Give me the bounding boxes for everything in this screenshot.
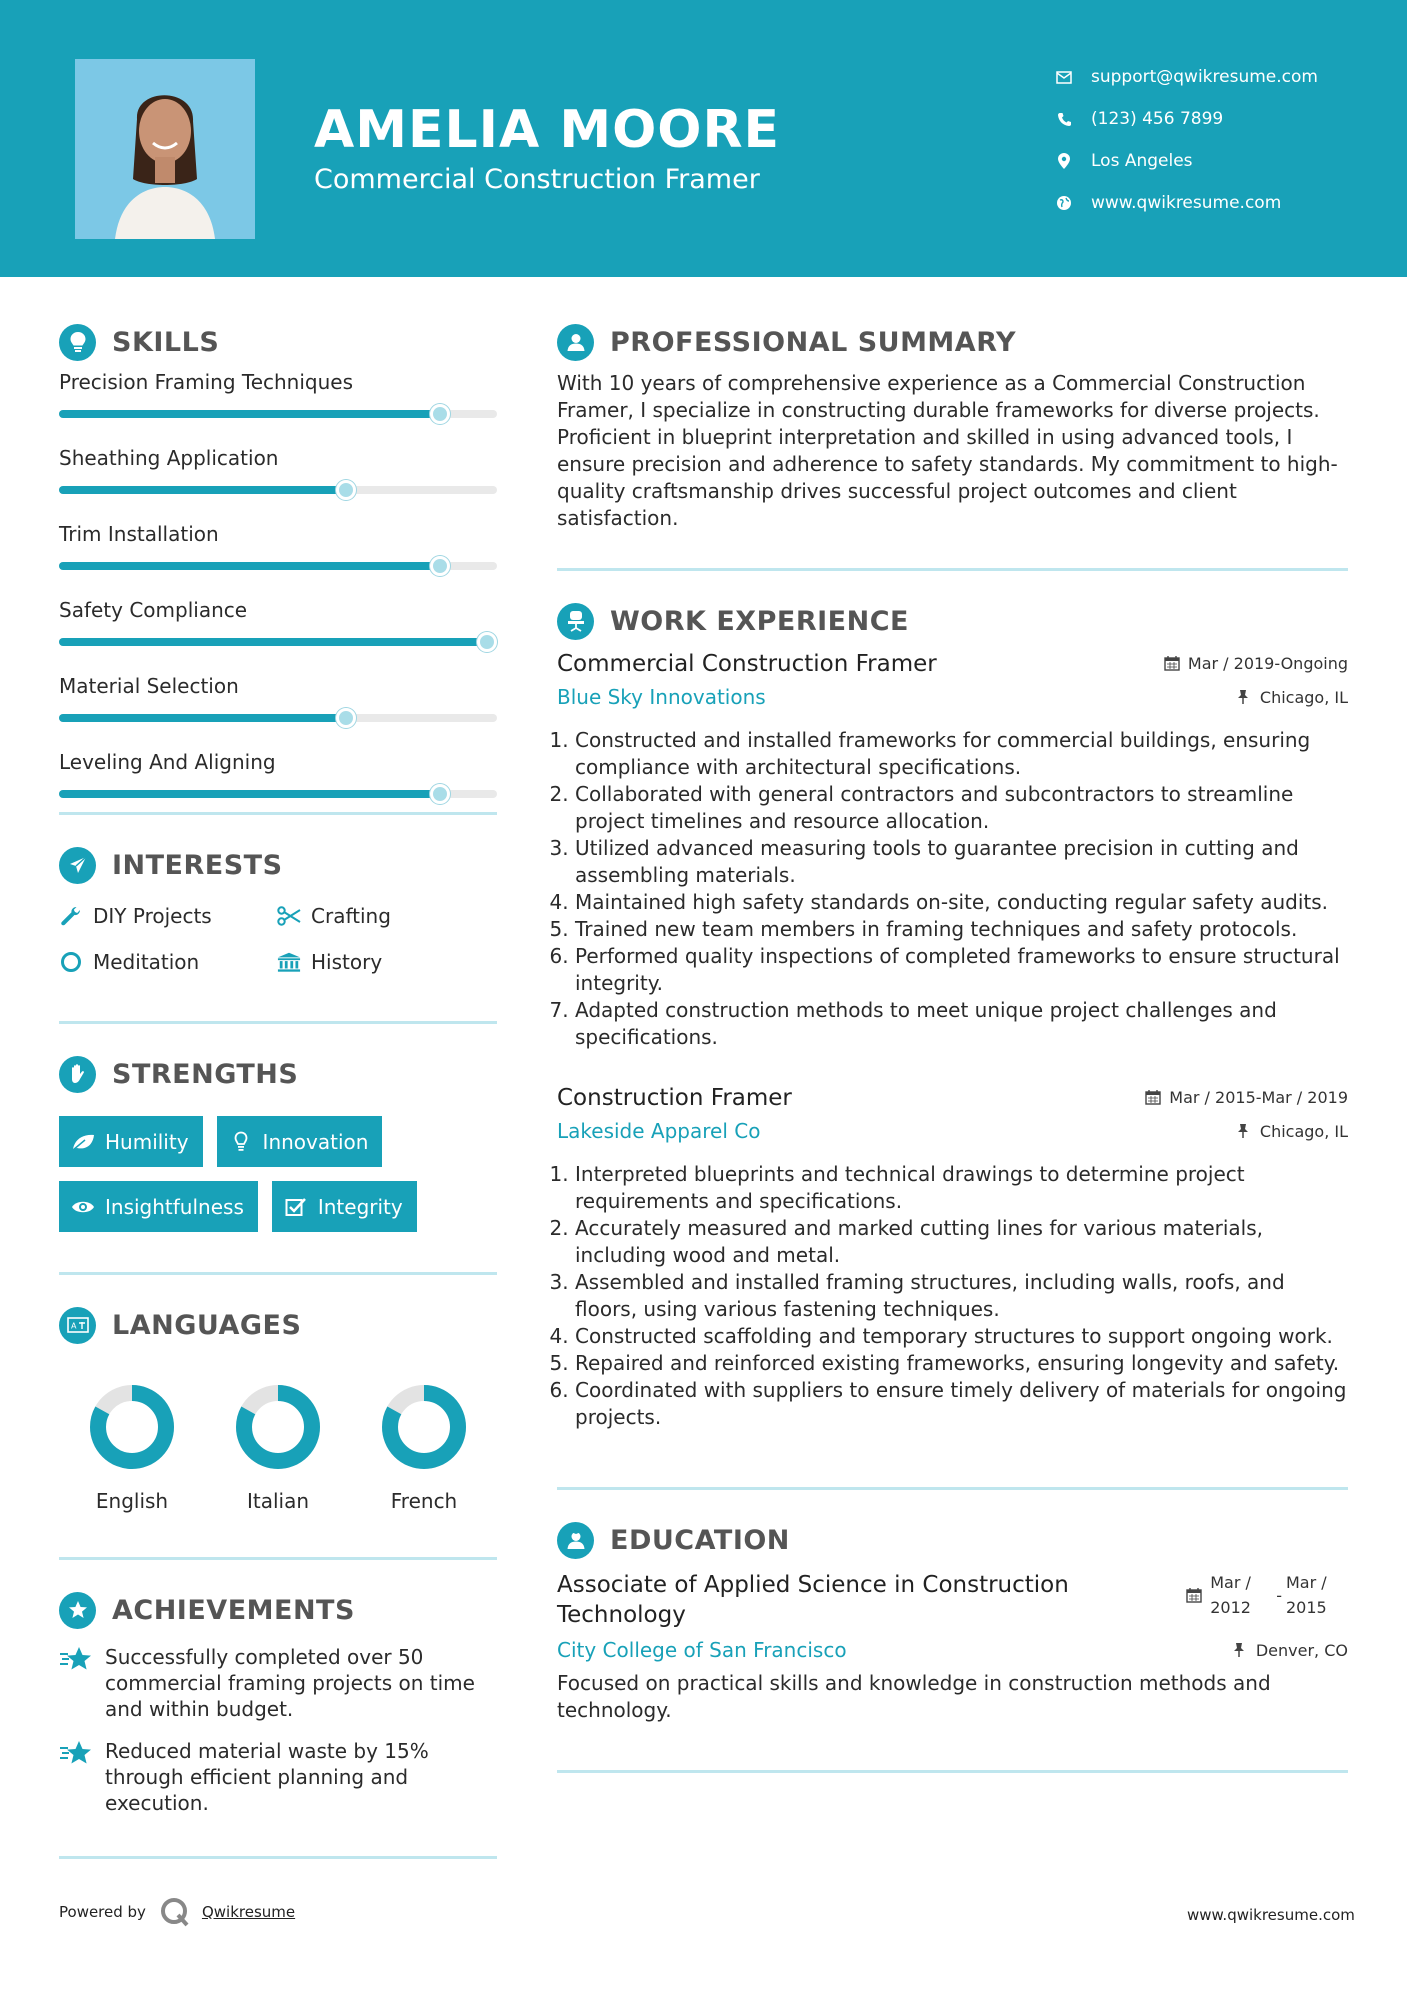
skill-bar-fill — [59, 410, 440, 418]
education-start: Mar / 2012 — [1210, 1573, 1251, 1617]
job-location — [1236, 1122, 1348, 1141]
summary-title: PROFESSIONAL SUMMARY — [610, 326, 1017, 358]
contact-email-text: support@qwikresume.com — [1091, 67, 1318, 87]
contact-email[interactable] — [1055, 56, 1318, 98]
skill-name: Sheathing Application — [59, 446, 279, 470]
education-end: Mar / 2015 — [1286, 1573, 1327, 1617]
right-column — [557, 320, 1348, 1773]
education-school: City College of San Francisco — [557, 1638, 847, 1662]
lightbulb-icon — [229, 1130, 253, 1154]
education-location-text: Denver, CO — [1255, 1640, 1348, 1660]
section-divider — [59, 1856, 497, 1859]
calendar-icon — [1164, 655, 1180, 671]
language-donut — [88, 1383, 176, 1471]
job-company: Blue Sky Innovations — [557, 685, 766, 709]
language-icon — [59, 1307, 96, 1344]
strength-tag — [59, 1181, 258, 1232]
education-header — [557, 1570, 1348, 1630]
languages-heading — [59, 1303, 497, 1347]
strength-label: Innovation — [262, 1129, 369, 1154]
skill-item — [59, 664, 497, 740]
job-bullet: 2. Collaborated with general contractors and subcontractors to streamline project timelines and resource allocation. — [575, 781, 1348, 835]
education-date-separator: - — [1276, 1585, 1282, 1605]
strength-tag — [59, 1116, 203, 1167]
job-bullet: 1. Constructed and installed frameworks for commercial buildings, ensuring compliance with architectural specifications. — [575, 727, 1348, 781]
education-subheader — [557, 1638, 1348, 1662]
education-description: Focused on practical skills and knowledge in construction methods and technology. — [557, 1671, 1271, 1722]
language-donut — [234, 1383, 322, 1471]
pushpin-icon — [1236, 1123, 1252, 1139]
summary-text: With 10 years of comprehensive experience as a Commercial Construction Framer, I specialize in constructing durable frameworks for diverse projects. Proficient in blueprint interpretation and skilled in using advanced tools, I ensure precision and adherence to safety standards. My commitment to high-quality craftsmanship drives successful project outcomes and client satisfaction. — [557, 371, 1338, 530]
job-dates — [1164, 654, 1348, 673]
leaf-icon — [71, 1130, 95, 1154]
job-bullet: 4. Maintained high safety standards on-site, conducting regular safety audits. — [575, 889, 1348, 916]
strengths-tags — [59, 1116, 479, 1232]
skill-bar — [59, 486, 497, 494]
interests-list — [59, 901, 497, 977]
job-entry — [557, 1085, 1348, 1431]
strength-label: Humility — [105, 1129, 189, 1154]
job-bullet: 4. Constructed scaffolding and temporary structures to support ongoing work. — [575, 1323, 1348, 1350]
job-location — [1236, 688, 1348, 707]
job-entry — [557, 651, 1348, 1051]
skills-title: SKILLS — [112, 326, 220, 358]
achievement-item — [59, 1644, 497, 1722]
job-bullet: 3. Assembled and installed framing structures, including walls, roofs, and floors, using various fastening techniques. — [575, 1269, 1348, 1323]
skill-name: Trim Installation — [59, 522, 219, 546]
skills-list — [59, 360, 497, 812]
language-label: English — [95, 1489, 169, 1513]
job-subheader — [557, 1119, 1348, 1143]
wrench-icon — [59, 904, 83, 928]
skill-item — [59, 436, 497, 512]
skills-heading — [59, 320, 497, 364]
interest-item — [277, 947, 497, 977]
skill-bar — [59, 714, 497, 722]
scissors-icon — [277, 904, 301, 928]
languages-title: LANGUAGES — [112, 1309, 302, 1341]
job-dates-text: Mar / 2015-Mar / 2019 — [1169, 1087, 1348, 1107]
job-bullets — [557, 727, 1348, 1051]
interest-label: History — [311, 950, 383, 974]
skill-level-knob — [430, 784, 450, 804]
brand-link[interactable]: Qwikresume — [201, 1903, 296, 1921]
education-dates — [1178, 1570, 1348, 1620]
star-badge-icon — [59, 1592, 96, 1629]
skill-bar-fill — [59, 486, 346, 494]
contact-website[interactable] — [1055, 182, 1318, 224]
skill-bar — [59, 562, 497, 570]
education-entry — [557, 1570, 1348, 1724]
skill-bar — [59, 410, 497, 418]
skill-item — [59, 360, 497, 436]
job-title: Commercial Construction Framer — [557, 651, 937, 677]
language-label: French — [390, 1489, 458, 1513]
contact-location — [1055, 140, 1318, 182]
graduate-icon — [557, 1522, 594, 1559]
job-location-text: Chicago, IL — [1259, 687, 1348, 707]
interest-item — [59, 901, 277, 931]
contact-list — [1055, 56, 1318, 224]
skill-level-knob — [430, 404, 450, 424]
skill-bar-fill — [59, 638, 487, 646]
interests-title: INTERESTS — [112, 849, 283, 881]
job-bullet: 2. Accurately measured and marked cutting lines for various materials, including wood and metal. — [575, 1215, 1348, 1269]
interest-label: Crafting — [311, 904, 391, 928]
experience-title: WORK EXPERIENCE — [610, 605, 909, 637]
paper-plane-icon — [59, 847, 96, 884]
globe-icon — [1055, 194, 1073, 212]
skill-item — [59, 588, 497, 664]
contact-phone — [1055, 98, 1318, 140]
job-bullet: 6. Performed quality inspections of completed frameworks to ensure structural integrity. — [575, 943, 1348, 997]
achievement-item — [59, 1738, 497, 1816]
footer-website[interactable]: www.qwikresume.com — [1187, 1906, 1355, 1924]
education-location — [1232, 1641, 1348, 1660]
language-item — [351, 1383, 497, 1513]
summary-heading — [557, 320, 1348, 364]
section-divider — [59, 1021, 497, 1024]
briefcase-chair-icon — [557, 603, 594, 640]
contact-phone-text: (123) 456 7899 — [1091, 109, 1224, 129]
strengths-title: STRENGTHS — [112, 1058, 299, 1090]
contact-location-text: Los Angeles — [1091, 151, 1193, 171]
job-bullet: 3. Utilized advanced measuring tools to guarantee precision in cutting and assembling materials. — [575, 835, 1348, 889]
skill-level-knob — [430, 556, 450, 576]
strength-label: Insightfulness — [105, 1194, 244, 1219]
job-dates — [1145, 1088, 1348, 1107]
education-degree: Associate of Applied Science in Construction Technology — [557, 1572, 1069, 1628]
skill-name: Leveling And Aligning — [59, 750, 276, 774]
job-bullet: 5. Repaired and reinforced existing frameworks, ensuring longevity and safety. — [575, 1350, 1348, 1377]
interest-item — [277, 901, 497, 931]
section-divider — [59, 1557, 497, 1560]
pushpin-icon — [1236, 689, 1252, 705]
left-column — [59, 320, 497, 1859]
checkbox-icon — [284, 1195, 308, 1219]
section-divider — [557, 568, 1348, 571]
education-title: EDUCATION — [610, 1524, 790, 1556]
language-item — [205, 1383, 351, 1513]
interest-label: DIY Projects — [93, 904, 212, 928]
job-company: Lakeside Apparel Co — [557, 1119, 761, 1143]
skill-bar — [59, 790, 497, 798]
job-bullet: 6. Coordinated with suppliers to ensure timely delivery of materials for ongoing projects. — [575, 1377, 1348, 1431]
language-donut — [380, 1383, 468, 1471]
job-header — [557, 651, 1348, 677]
interest-item — [59, 947, 277, 977]
job-bullet: 7. Adapted construction methods to meet unique project challenges and specifications. — [575, 997, 1348, 1051]
calendar-icon — [1145, 1089, 1161, 1105]
strength-tag — [272, 1181, 417, 1232]
job-title: Construction Framer — [557, 1085, 792, 1111]
interest-label: Meditation — [93, 950, 200, 974]
job-subheader — [557, 685, 1348, 709]
skill-item — [59, 740, 497, 816]
section-divider — [557, 1487, 1348, 1490]
envelope-icon — [1055, 68, 1073, 86]
skill-level-knob — [336, 480, 356, 500]
skill-name: Safety Compliance — [59, 598, 248, 622]
achievements-title: ACHIEVEMENTS — [112, 1594, 355, 1626]
experience-heading — [557, 599, 1348, 643]
skill-level-knob — [336, 708, 356, 728]
achievement-text: Successfully completed over 50 commercial framing projects on time and within budget. — [105, 1645, 475, 1721]
job-dates-text: Mar / 2019-Ongoing — [1187, 653, 1348, 673]
job-bullets — [557, 1161, 1348, 1431]
skill-level-knob — [477, 632, 497, 652]
qwikresume-logo-icon — [160, 1897, 190, 1927]
user-icon — [557, 324, 594, 361]
resume-header — [0, 0, 1407, 277]
lightbulb-icon — [59, 324, 96, 361]
skill-bar — [59, 638, 497, 646]
interests-heading — [59, 843, 497, 887]
hand-icon — [59, 1056, 96, 1093]
education-heading — [557, 1518, 1348, 1562]
language-label: Italian — [246, 1489, 310, 1513]
achievement-text: Reduced material waste by 15% through efficient planning and execution. — [105, 1739, 429, 1815]
skill-name: Precision Framing Techniques — [59, 370, 354, 394]
map-pin-icon — [1055, 152, 1073, 170]
skill-item — [59, 512, 497, 588]
phone-icon — [1055, 110, 1073, 128]
job-bullet: 5. Trained new team members in framing techniques and safety protocols. — [575, 916, 1348, 943]
languages-list — [59, 1383, 497, 1513]
star-icon — [59, 1646, 93, 1676]
pushpin-icon — [1232, 1642, 1248, 1658]
institution-icon — [277, 950, 301, 974]
strength-tag — [217, 1116, 383, 1167]
eye-icon — [71, 1195, 95, 1219]
section-divider — [59, 1272, 497, 1275]
skill-bar-fill — [59, 562, 440, 570]
achievements-heading — [59, 1588, 497, 1632]
circle-icon — [59, 950, 83, 974]
candidate-title: Commercial Construction Framer — [314, 164, 760, 195]
job-header — [557, 1085, 1348, 1111]
calendar-icon — [1186, 1587, 1202, 1603]
strength-label: Integrity — [317, 1194, 403, 1219]
powered-by-text: Powered by — [59, 1903, 146, 1921]
candidate-name: AMELIA MOORE — [314, 100, 781, 160]
skill-bar-fill — [59, 790, 440, 798]
strengths-heading — [59, 1052, 497, 1096]
svg-text:A: A — [70, 1321, 76, 1331]
language-item — [59, 1383, 205, 1513]
skill-name: Material Selection — [59, 674, 239, 698]
section-divider — [557, 1770, 1348, 1773]
job-location-text: Chicago, IL — [1259, 1121, 1348, 1141]
footer-powered-by — [59, 1897, 295, 1927]
star-icon — [59, 1740, 93, 1770]
profile-photo — [75, 59, 255, 239]
job-bullet: 1. Interpreted blueprints and technical drawings to determine project requirements and specifications. — [575, 1161, 1348, 1215]
skill-bar-fill — [59, 714, 346, 722]
contact-website-text: www.qwikresume.com — [1091, 193, 1282, 213]
